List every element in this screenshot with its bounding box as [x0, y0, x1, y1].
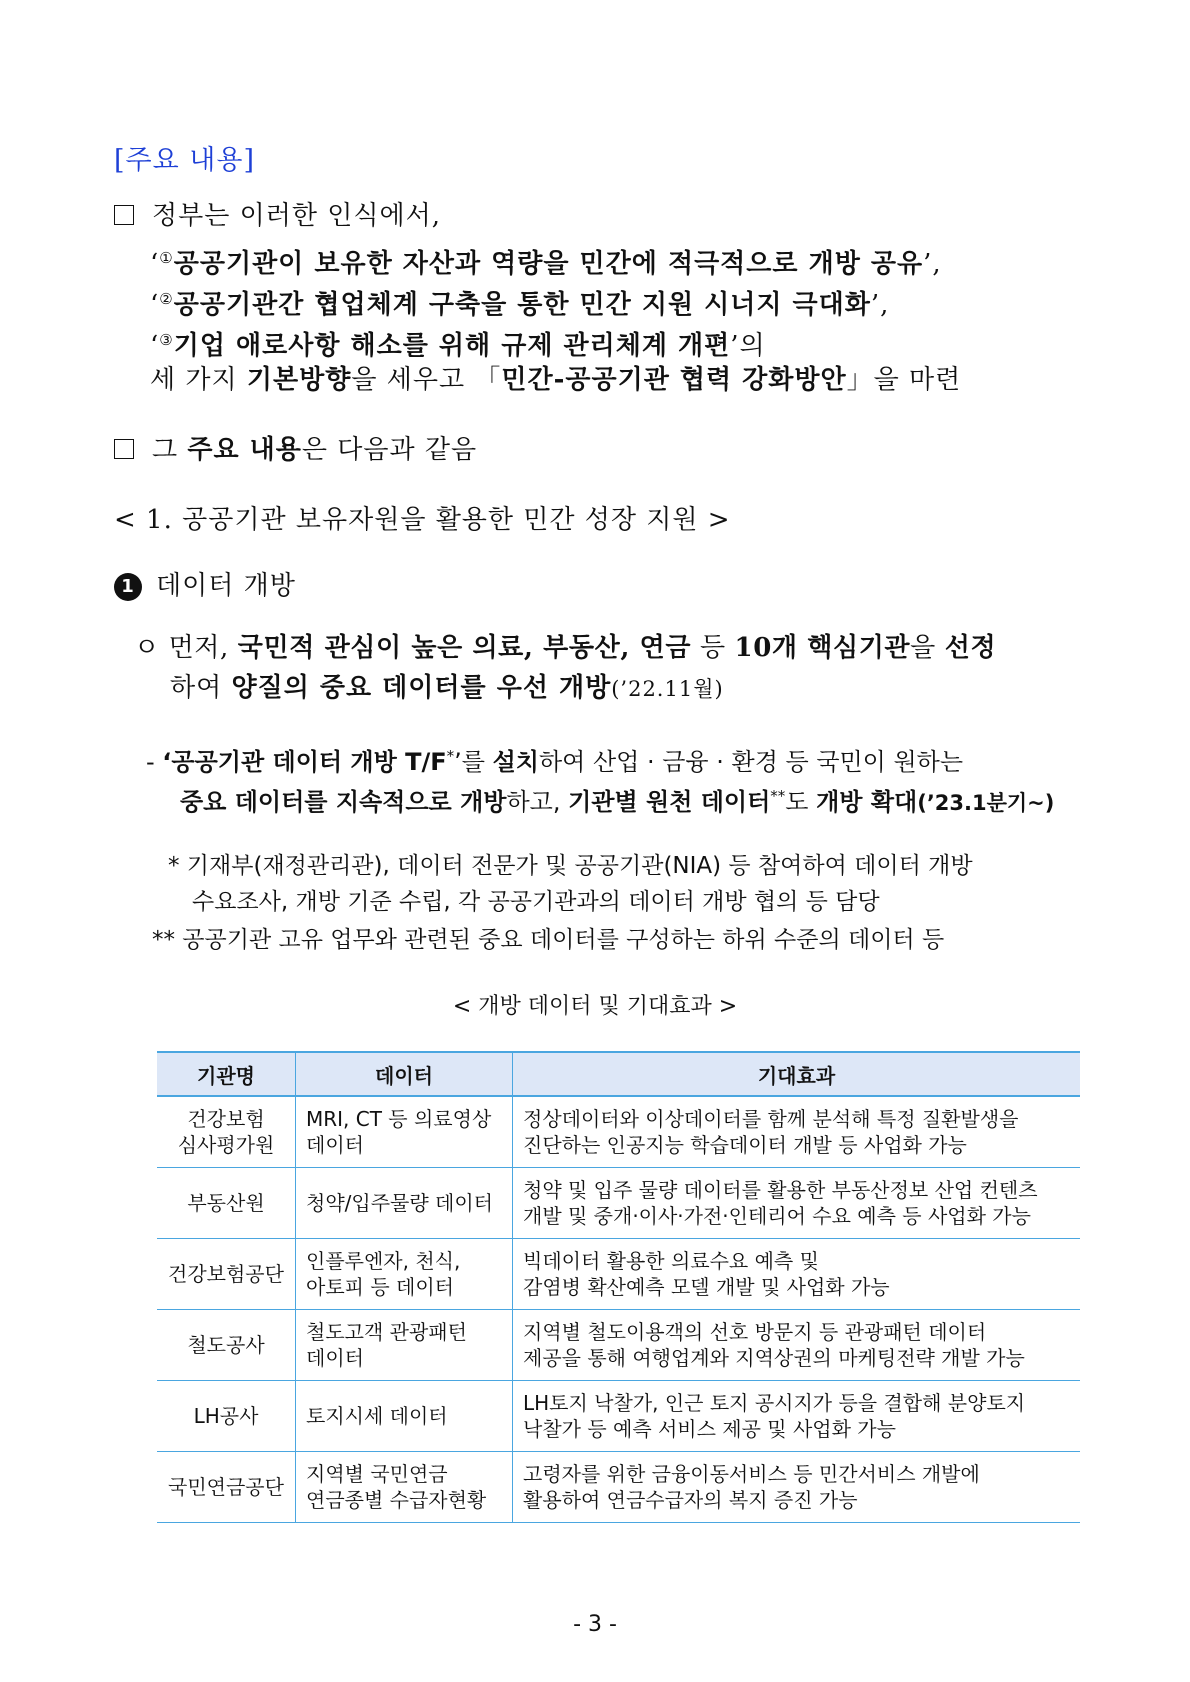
bullet-e: 을 [910, 633, 945, 663]
intro-last-a: 세 가지 [150, 365, 247, 395]
data-table [157, 1051, 1080, 1523]
quote-3-text: 기업 애로사항 해소를 위해 규제 관리체계 개편 [173, 331, 731, 361]
dash-c: 설치 [492, 748, 539, 776]
dash-h: 도 [785, 788, 817, 816]
cell-text: 지역별 철도이용객의 선호 방문지 등 관광패턴 데이터 [523, 1320, 987, 1344]
cell-text: 정상데이터와 이상데이터를 함께 분석해 특정 질환발생을 [523, 1107, 1019, 1131]
cell-text: 개발 및 중개·이사·가전·인테리어 수요 예측 등 사업화 가능 [523, 1204, 1031, 1228]
footnote-1-line-2: 수요조사, 개방 기준 수립, 각 공공기관과의 데이터 개방 협의 등 담당 [192, 889, 880, 915]
section-title: [주요 내용] [114, 145, 255, 176]
checkbox-square-icon [114, 439, 134, 459]
cell-effect [513, 1096, 1081, 1168]
cell-text: 제공을 통해 여행업계와 지역상권의 마케팅전략 개발 가능 [523, 1346, 1025, 1370]
bullet-a: 먼저, [168, 633, 238, 663]
second-a: 그 [152, 435, 188, 465]
table-row [157, 1310, 1080, 1381]
cell-effect [513, 1381, 1081, 1452]
dash-line-2 [180, 776, 1054, 823]
header-effect: 기대효과 [513, 1052, 1081, 1096]
intro-line-1-text: 정부는 이러한 인식에서, [152, 201, 441, 231]
cell-data [296, 1096, 513, 1168]
quote-3-suffix: 의 [739, 331, 766, 361]
table-header-row [157, 1052, 1080, 1096]
cell-org [157, 1239, 296, 1310]
dash-b: ’를 [454, 748, 493, 776]
cell-text: 국민연금공단 [168, 1475, 284, 1499]
second-line [114, 430, 477, 470]
cell-text: 낙찰가 등 예측 서비스 제공 및 사업화 가능 [523, 1417, 896, 1441]
cell-text: 진단하는 인공지능 학습데이터 개발 등 사업화 가능 [523, 1133, 967, 1157]
bullet-c: 등 [691, 633, 735, 663]
cell-text: 데이터 [306, 1346, 364, 1370]
cell-text: 심사평가원 [177, 1133, 275, 1157]
page-number: - 3 - [573, 1612, 617, 1637]
circled-number-3: ③ [159, 331, 174, 349]
checkbox-square-icon [114, 205, 134, 225]
cell-text: 아토피 등 데이터 [306, 1275, 454, 1299]
dash-g: 기관별 원천 데이터 [568, 788, 771, 816]
intro-quote-3: ‘③기업 애로사항 해소를 위해 규제 관리체계 개편’의 [150, 331, 766, 361]
bullet-line-2 [170, 668, 724, 709]
header-org: 기관명 [157, 1052, 296, 1096]
header-data: 데이터 [296, 1052, 513, 1096]
dash-i: 개방 확대 [816, 788, 918, 816]
cell-text: 청약 및 입주 물량 데이터를 활용한 부동산정보 산업 컨텐츠 [523, 1178, 1038, 1202]
circled-number-2: ② [159, 290, 174, 308]
cell-text: MRI, CT 등 의료영상 [306, 1107, 492, 1131]
cell-text: LH토지 낙찰가, 인근 토지 공시지가 등을 결합해 분양토지 [523, 1391, 1026, 1415]
cell-effect [513, 1239, 1081, 1310]
table-row [157, 1239, 1080, 1310]
table-row [157, 1381, 1080, 1452]
intro-line-1 [114, 196, 441, 236]
table-caption: < 개방 데이터 및 기대효과 > [452, 994, 738, 1019]
item-1-heading [114, 566, 296, 606]
intro-last-line [150, 360, 961, 400]
dash-sup1: * [446, 747, 455, 765]
quote-2-text: 공공기관간 협업체계 구축을 통한 민간 지원 시너지 극대화 [173, 290, 871, 320]
bullet-line-1 [134, 628, 996, 668]
cell-text: 활용하여 연금수급자의 복지 증진 가능 [523, 1488, 858, 1512]
circle-bullet-icon: ㅇ [134, 633, 160, 663]
table-row [157, 1168, 1080, 1239]
circled-number-1: ① [159, 249, 174, 267]
cell-org [157, 1381, 296, 1452]
quote-1-text: 공공기관이 보유한 자산과 역량을 민간에 적극적으로 개방 공유 [173, 249, 924, 279]
cell-text: 철도공사 [187, 1333, 265, 1357]
dash-a: ‘공공기관 데이터 개방 T/F [162, 748, 447, 776]
table-row [157, 1452, 1080, 1523]
dash-f: 하고, [506, 788, 569, 816]
bullet-i: (’22.11월) [611, 677, 724, 701]
second-c: 은 다음과 같음 [301, 435, 478, 465]
cell-effect [513, 1310, 1081, 1381]
cell-text: 토지시세 데이터 [306, 1404, 448, 1428]
number-1-icon: 1 [114, 573, 142, 601]
cell-text: 고령자를 위한 금융이동서비스 등 민간서비스 개발에 [523, 1462, 980, 1486]
dash-e: 중요 데이터를 지속적으로 개방 [180, 788, 507, 816]
item-1-title: 데이터 개방 [156, 571, 296, 601]
cell-text: 데이터 [306, 1133, 364, 1157]
cell-data [296, 1239, 513, 1310]
cell-org [157, 1310, 296, 1381]
heading-1: < 1. 공공기관 보유자원을 활용한 민간 성장 지원 > [114, 505, 731, 535]
cell-data [296, 1310, 513, 1381]
cell-org [157, 1096, 296, 1168]
bullet-f: 선정 [944, 633, 997, 663]
second-b: 주요 내용 [187, 435, 302, 465]
intro-last-d: 민간-공공기관 협력 강화방안 [501, 365, 847, 395]
intro-last-e: 」을 마련 [846, 365, 962, 395]
footnote-2: ** 공공기관 고유 업무와 관련된 중요 데이터를 구성하는 하위 수준의 데이터 등 [152, 927, 945, 953]
cell-effect [513, 1452, 1081, 1523]
cell-data [296, 1452, 513, 1523]
dash-sup2: ** [770, 787, 786, 805]
intro-quote-2: ‘②공공기관간 협업체계 구축을 통한 민간 지원 시너지 극대화’, [150, 290, 890, 320]
bullet-d: 10개 핵심기관 [734, 633, 911, 663]
cell-text: LH공사 [193, 1404, 259, 1428]
cell-text: 인플루엔자, 천식, [306, 1249, 461, 1273]
cell-text: 철도고객 관광패턴 [306, 1320, 467, 1344]
bullet-b: 국민적 관심이 높은 의료, 부동산, 연금 [237, 633, 692, 663]
intro-last-b: 기본방향 [246, 365, 352, 395]
bullet-h: 양질의 중요 데이터를 우선 개방 [231, 673, 612, 703]
footnote-1-line-1: * 기재부(재정관리관), 데이터 전문가 및 공공기관(NIA) 등 참여하여 데이터 개방 [168, 853, 973, 879]
cell-text: 빅데이터 활용한 의료수요 예측 및 [523, 1249, 819, 1273]
cell-text: 감염병 확산예측 모델 개발 및 사업화 가능 [523, 1275, 890, 1299]
cell-text: 지역별 국민연금 [306, 1462, 448, 1486]
cell-text: 연금종별 수급자현황 [306, 1488, 487, 1512]
cell-text: 청약/입주물량 데이터 [306, 1191, 493, 1215]
intro-quote-1: ‘①공공기관이 보유한 자산과 역량을 민간에 적극적으로 개방 공유’, [150, 249, 942, 279]
cell-text: 건강보험공단 [168, 1262, 284, 1286]
cell-text: 부동산원 [187, 1191, 265, 1215]
cell-effect [513, 1168, 1081, 1239]
dash-j: (’23.1분기~) [917, 791, 1055, 815]
dash-line-1: - ‘공공기관 데이터 개방 T/F*’를 설치하여 산업 · 금융 · 환경 등 국민이 원하는 [146, 747, 964, 776]
cell-data [296, 1381, 513, 1452]
intro-last-c: 을 세우고 「 [351, 365, 502, 395]
bullet-g: 하여 [170, 673, 232, 703]
cell-org [157, 1168, 296, 1239]
cell-text: 건강보험 [187, 1107, 265, 1131]
dash-d: 하여 산업 · 금융 · 환경 등 국민이 원하는 [539, 748, 964, 776]
table-row [157, 1096, 1080, 1168]
cell-data [296, 1168, 513, 1239]
cell-org [157, 1452, 296, 1523]
